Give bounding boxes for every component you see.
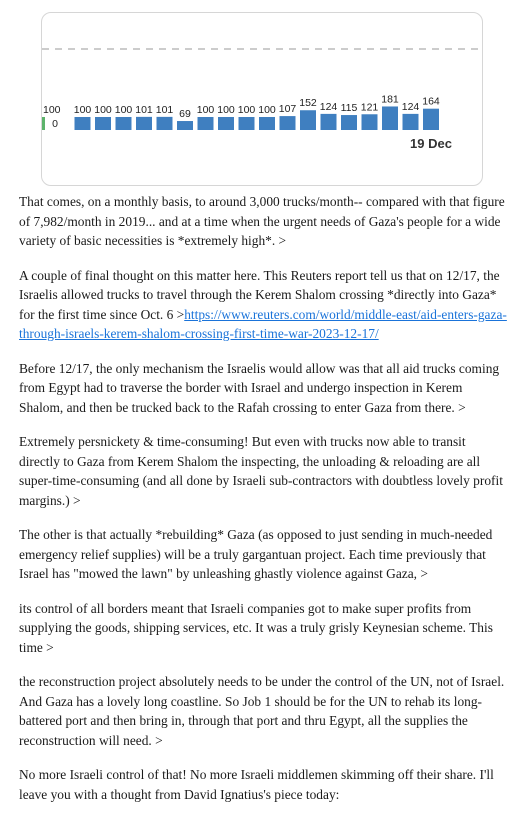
x-end-label: 19 Dec <box>410 136 452 151</box>
bar-label-8: 69 <box>179 108 191 121</box>
bar-11 <box>239 117 255 130</box>
bar-label-1: 100 <box>43 104 61 116</box>
reuters-link[interactable]: https://www.reuters.com/world/middle-east/aid-enters-gaza-through-israels-kerem-shalom-crossing-first-time-war-2023-12-17/ <box>19 306 507 341</box>
paragraph-6: its control of all borders meant that Israeli companies got to make super profits from supplying the goods, shipping services, etc. It was a truly grisly Keynesian scheme. This time > <box>19 600 493 655</box>
bar-label-11: 100 <box>237 104 256 116</box>
bar-9 <box>198 117 214 130</box>
paragraph-8: No more Israeli control of that! No more Israeli middlemen skimming off their share. I'll leave you with a thought from David Ignatius's piece today: <box>19 767 494 802</box>
bar-label-2: 0 <box>52 118 58 130</box>
bar-10 <box>218 117 234 130</box>
bar-label-15: 124 <box>319 100 338 113</box>
bar-chart <box>42 13 482 185</box>
bar-label-9: 100 <box>196 104 215 116</box>
bar-13 <box>280 116 296 130</box>
bar-label-14: 152 <box>299 97 317 110</box>
bar-label-5: 100 <box>114 104 133 116</box>
chart-card <box>41 12 483 186</box>
bar-label-12: 100 <box>258 104 276 116</box>
bar-1 <box>42 117 45 130</box>
paragraph-1: That comes, on a monthly basis, to around 3,000 trucks/month-- compared with that figure of 7,982/month in 2019... and at a time when the urgent needs of Gaza's people for a wide variety of basic necessities is *extremely high*. > <box>19 194 505 248</box>
bar-12 <box>259 117 275 130</box>
bar-label-18: 181 <box>381 93 399 106</box>
bar-17 <box>362 114 378 130</box>
bar-14 <box>300 110 316 130</box>
bar-label-13: 107 <box>278 103 297 116</box>
bar-20 <box>423 109 439 130</box>
bar-label-16: 115 <box>340 102 358 115</box>
paragraph-2-text: A couple of final thought on this matter here. This Reuters report tell us that on 12/17, the Israelis allowed trucks to travel through the Kerem Shalom crossing *directly into Gaza* for the first time since Oct. 6 > <box>19 267 500 322</box>
paragraph-2 <box>19 266 509 344</box>
paragraph-5: The other is that actually *rebuilding* Gaza (as opposed to just sending in much-needed emergency relief supplies) will be a truly gargantuan project. Each time previously that Israel has "mowed the lawn" by unleashing ghastly violence against Gaza, > <box>19 527 493 581</box>
bar-label-4: 100 <box>94 104 112 116</box>
bar-label-7: 101 <box>155 103 174 116</box>
bar-4 <box>95 117 111 130</box>
article-body <box>19 192 509 819</box>
bar-15 <box>321 114 337 130</box>
paragraph-3: Before 12/17, the only mechanism the Israelis would allow was that all aid trucks coming from Egypt had to traverse the border with Israel and undergo inspection in Kerem Shalom, and then be trucked back to the Rafah crossing to enter Gaza from there. > <box>19 360 500 415</box>
bar-label-10: 100 <box>217 104 235 116</box>
bar-18 <box>382 106 398 130</box>
bar-label-20: 164 <box>422 95 440 108</box>
bar-label-3: 100 <box>73 104 92 116</box>
bar-label-17: 121 <box>360 101 379 114</box>
bar-3 <box>75 117 91 130</box>
bar-label-19: 124 <box>401 100 420 113</box>
paragraph-7: the reconstruction project absolutely needs to be under the control of the UN, not of Israel. And Gaza has a lovely long coastline. So Job 1 should be for the UN to rehab its long-battered port and then bring in, through that port and thru Egypt, all the supplies the reconstruction will need. > <box>19 674 505 748</box>
bar-8 <box>177 121 193 130</box>
bar-16 <box>341 115 357 130</box>
bar-6 <box>136 117 152 130</box>
bar-label-6: 101 <box>135 103 153 116</box>
paragraph-4: Extremely persnickety & time-consuming! But even with trucks now able to transit directly to Gaza from Kerem Shalom the inspecting, the unloading & reloading are all super-time-consuming (and all done by Israeli sub-contractors with doubtless lovely profit margins.) > <box>19 434 503 508</box>
bar-19 <box>403 114 419 130</box>
bar-5 <box>116 117 132 130</box>
bar-7 <box>157 117 173 130</box>
